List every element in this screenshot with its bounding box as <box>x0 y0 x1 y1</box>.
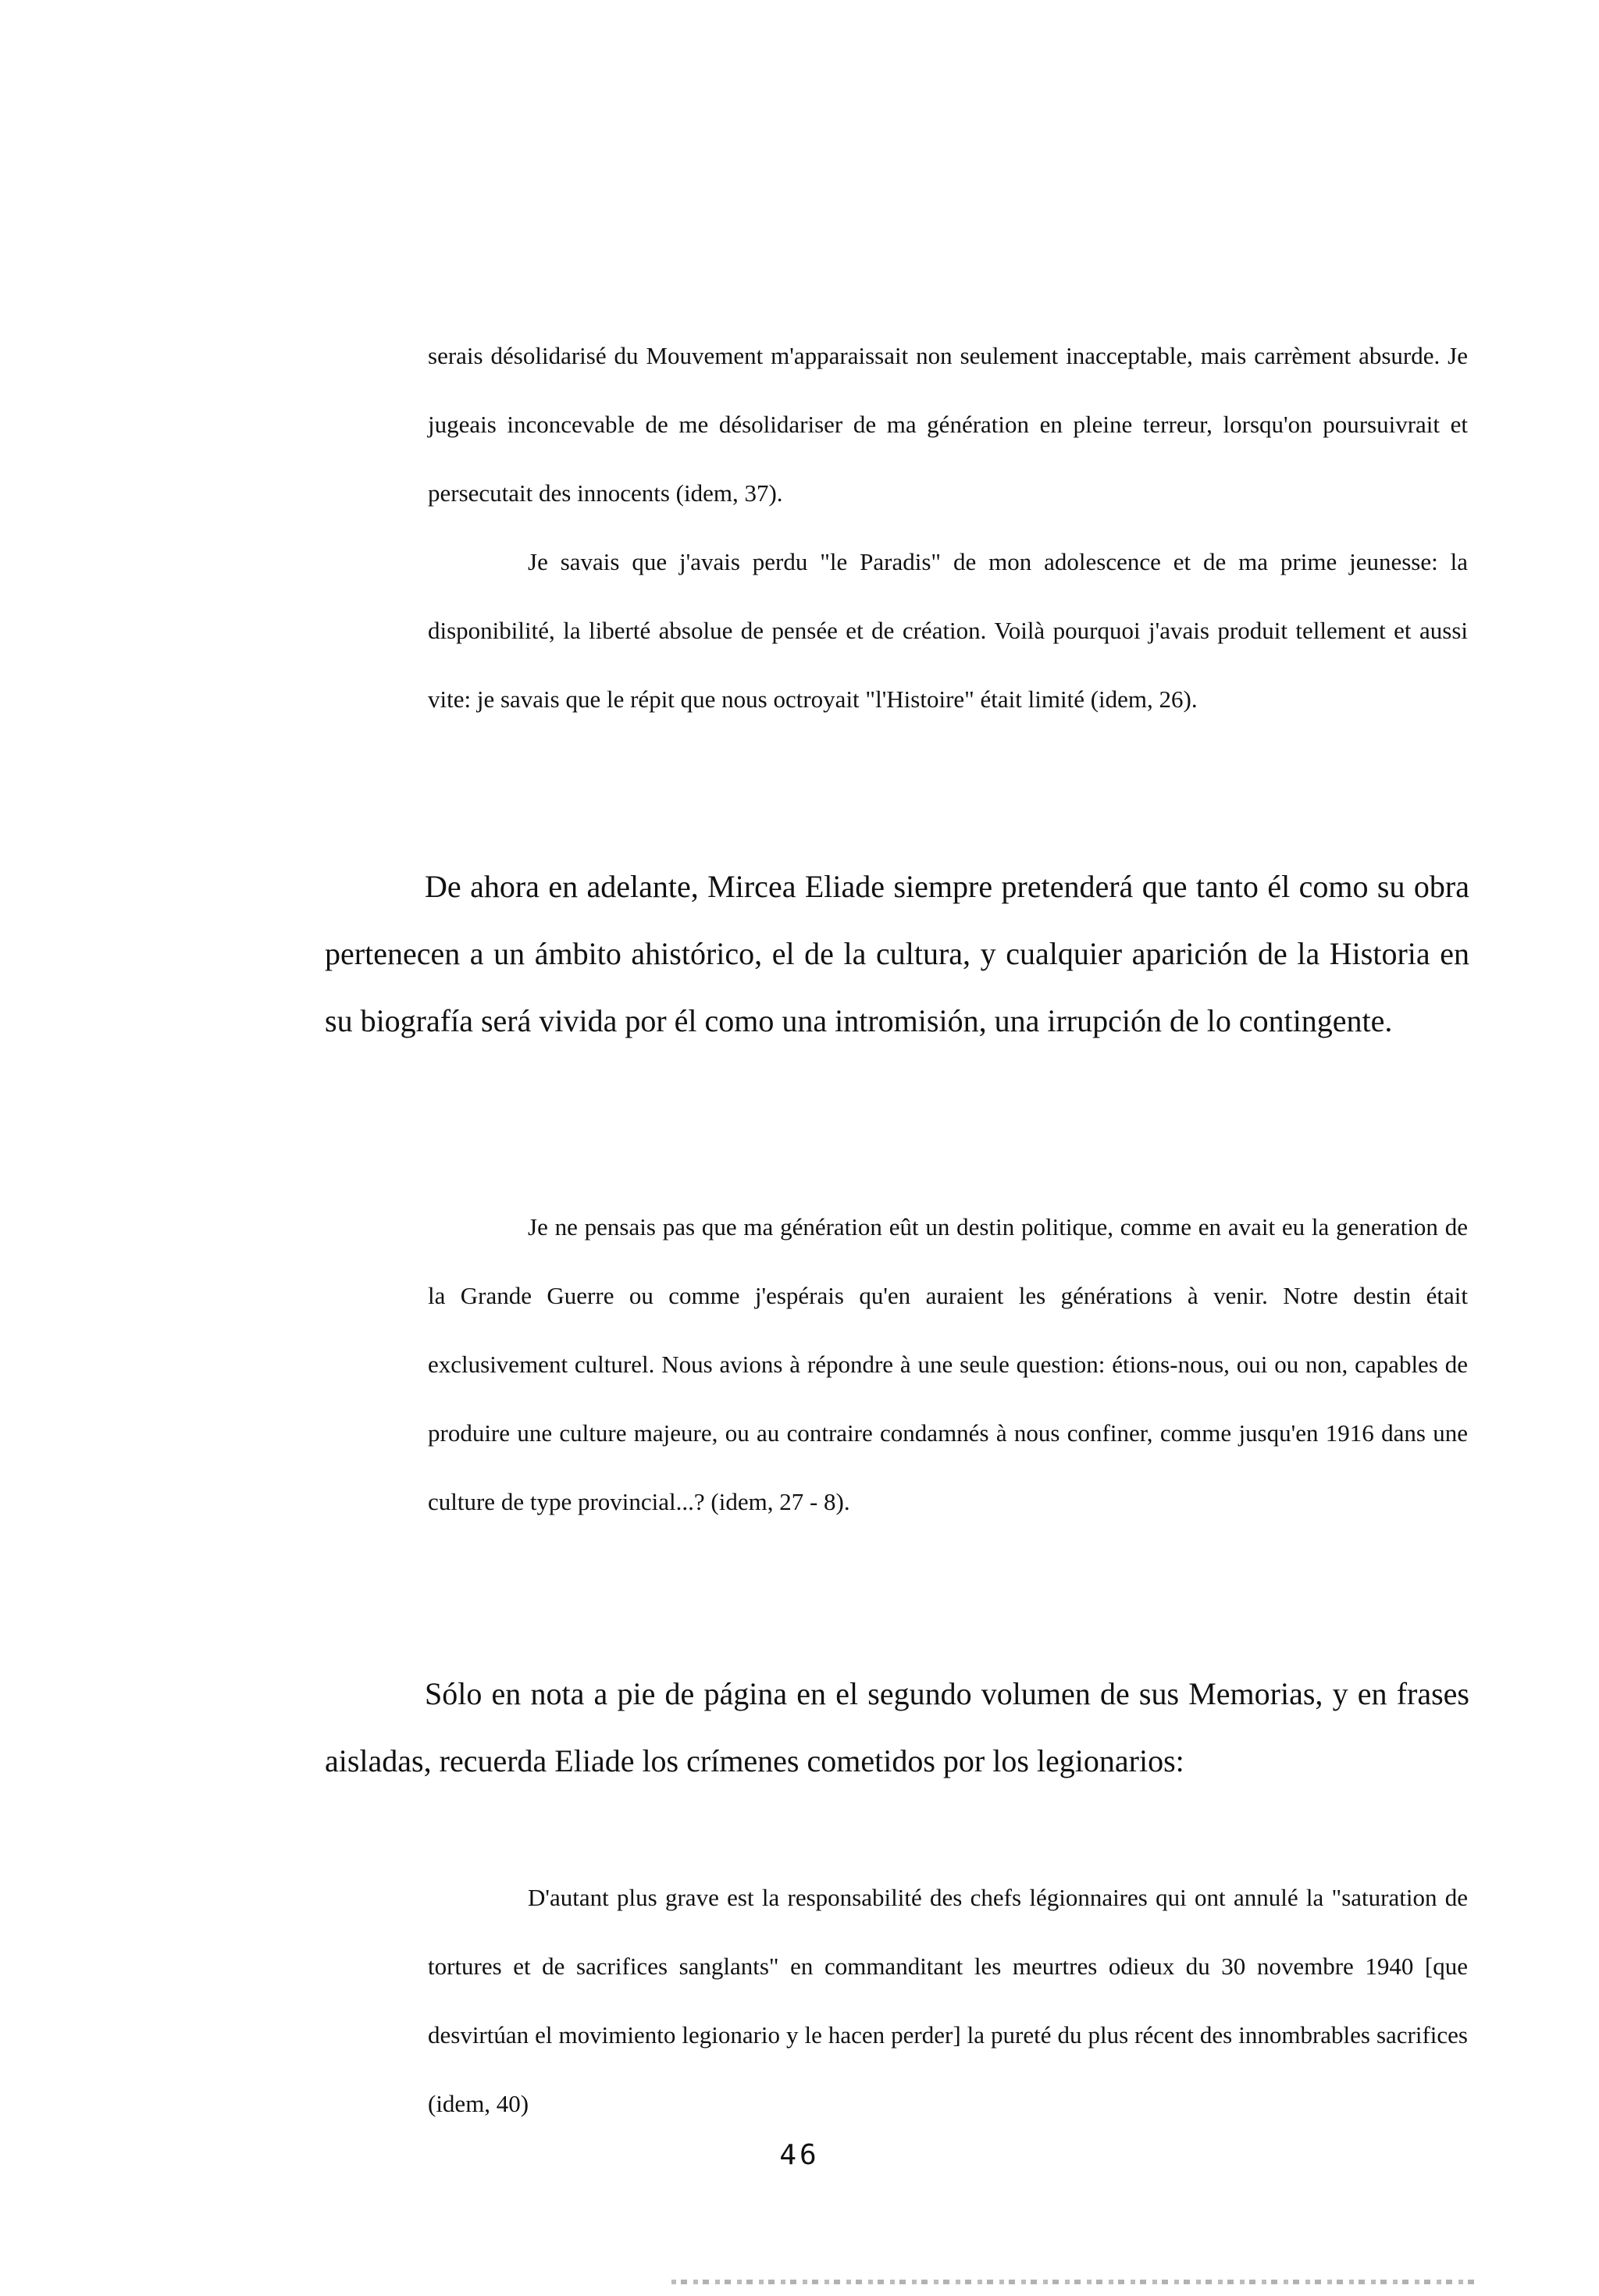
body-paragraph-ahistorico: De ahora en adelante, Mircea Eliade siempre pretenderá que tanto él como su obra pertenecen a un ámbito ahistórico, el de la cultura, y cualquier aparición de la Historia en su biografía será vivida por él como una intromisión, una irrupción de lo contingente. <box>325 869 1469 1038</box>
quote-paradis: Je savais que j'avais perdu "le Paradis" de mon adolescence et de ma prime jeunesse: la disponibilité, la liberté absolue de pensée et de création. Voilà pourquoi j'avais produit tellement et aussi vite: je savais que le répit que nous octroyait "l'Histoire" était limité (idem, 26). <box>428 548 1468 713</box>
quote-continuation: serais désolidarisé du Mouvement m'apparaissait non seulement inacceptable, mais carrèment absurde. Je jugeais inconcevable de me désolidariser de ma génération en pleine terreur, lorsqu'on poursuivrait et persecutait des innocents (idem, 37). <box>428 342 1468 507</box>
scan-artifact-line <box>671 2280 1476 2284</box>
page-number: 46 <box>779 2139 820 2171</box>
quote-legionnaires: D'autant plus grave est la responsabilité des chefs légionnaires qui ont annulé la "saturation de tortures et de sacrifices sanglants" en commanditant les meurtres odieux du 30 novembre 1940 [que desvirtúan el movimiento legionario y le hacen perder] la pureté du plus récent des innombrables sacrifices (idem, 40) <box>428 1884 1468 2117</box>
quote-generation: Je ne pensais pas que ma génération eût un destin politique, comme en avait eu la generation de la Grande Guerre ou comme j'espérais qu'en auraient les générations à venir. Notre destin était exclusivement culturel. Nous avions à répondre à une seule question: étions-nous, oui ou non, capables de produire une culture majeure, ou au contraire condamnés à nous confiner, comme jusqu'en 1916 dans une culture de type provincial...? (idem, 27 - 8). <box>428 1213 1468 1515</box>
body-paragraph-memorias: Sólo en nota a pie de página en el segundo volumen de sus Memorias, y en frases aisladas, recuerda Eliade los crímenes cometidos por los legionarios: <box>325 1676 1469 1778</box>
